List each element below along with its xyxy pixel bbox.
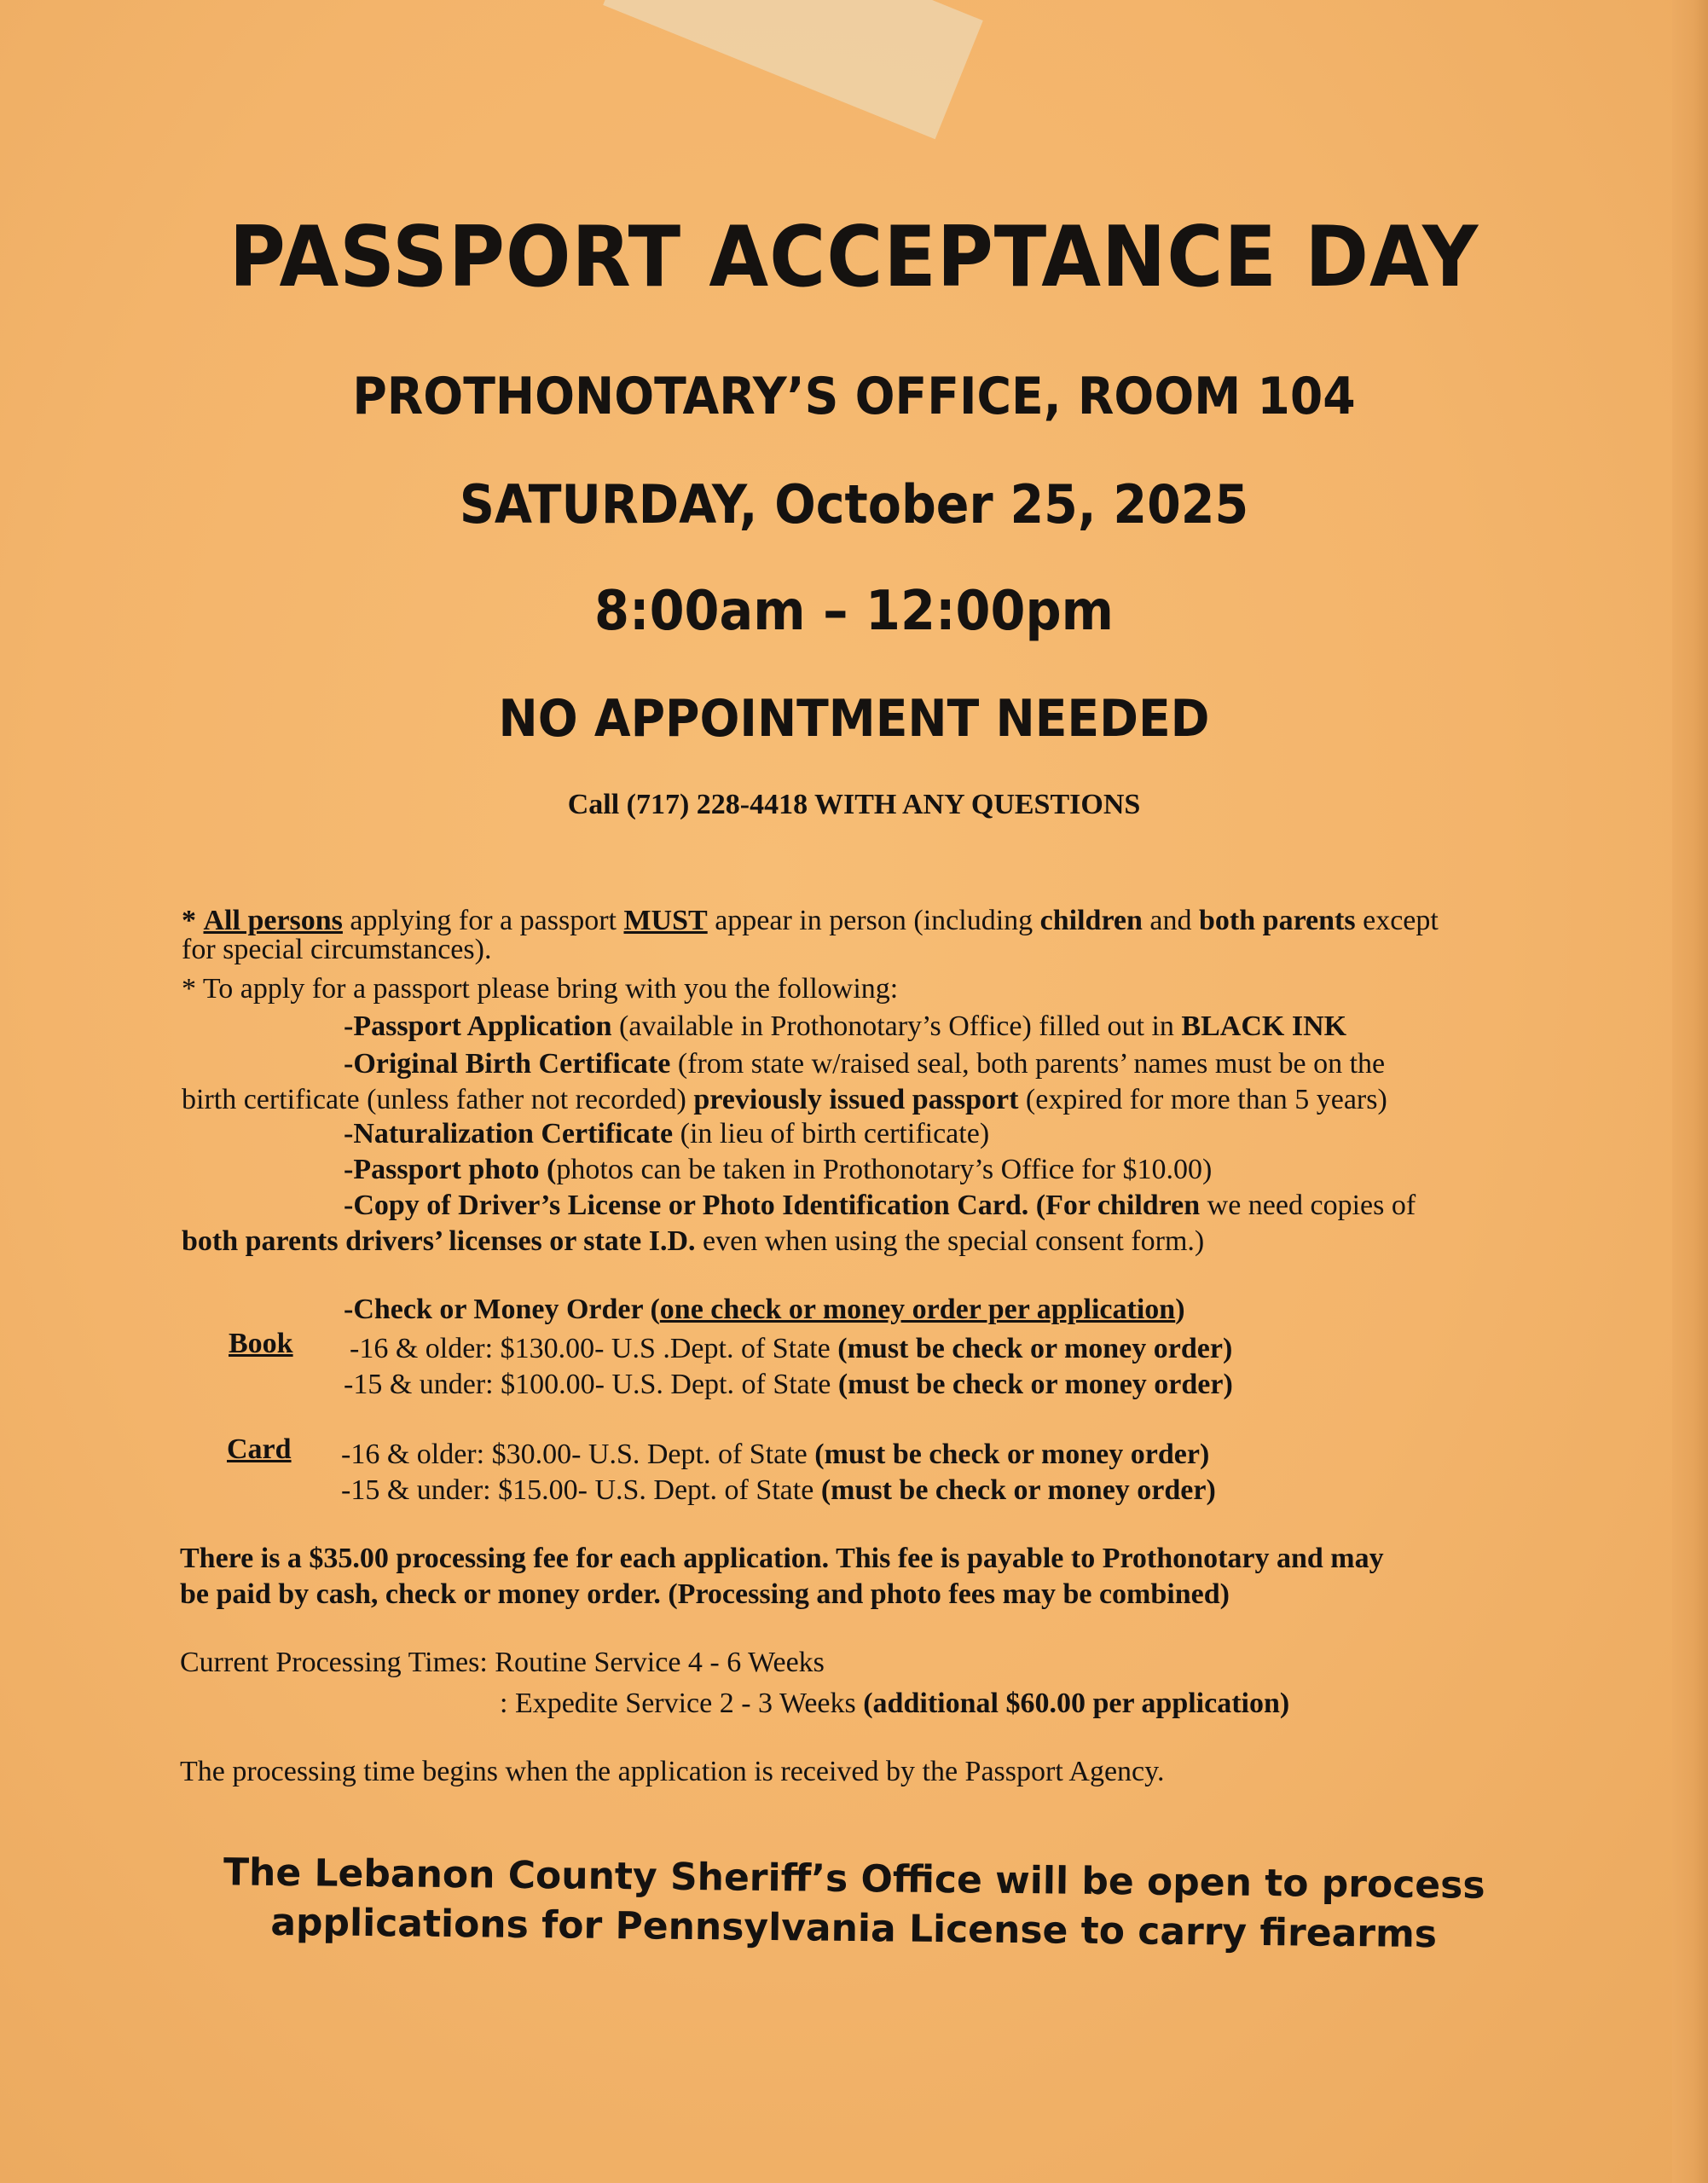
book1-text: -16 & older: $130.00- U.S .Dept. of State (350, 1333, 831, 1364)
dl-line2-rest: even when using the special consent form.) (703, 1225, 1205, 1257)
photo-rest: photos can be taken in Prothonotary’s Office for $10.00) (556, 1154, 1213, 1185)
bullet1-line2: for special circumstances). (182, 934, 492, 965)
app-rest: (available in Prothonotary’s Office) filled out in (619, 1010, 1174, 1042)
birth-line2b: previously issued passport (693, 1084, 1019, 1115)
photo-bold: -Passport photo ( (344, 1154, 557, 1185)
birth-rest: (from state w/raised seal, both parents’ names must be on the (677, 1048, 1386, 1080)
date-heading: SATURDAY, October 25, 2025 (459, 473, 1249, 536)
item-birth-certificate (344, 1047, 1385, 1081)
hours-heading: 8:00am – 12:00pm (594, 580, 1114, 643)
sheriff-line-2: applications for Pennsylvania License to carry firearms (270, 1900, 1438, 1957)
call-line: Call (717) 228-4418 WITH ANY QUESTIONS (567, 789, 1141, 820)
fee-line-1: There is a $35.00 processing fee for each application. This fee is payable to Prothonotary and may (180, 1543, 1384, 1574)
dl-rest: we need copies of (1207, 1190, 1416, 1221)
check-end: ) (1175, 1294, 1185, 1325)
book-label: Book (229, 1328, 293, 1359)
birth-bold: -Original Birth Certificate (344, 1048, 671, 1080)
bullet1-text-b: appear in person (including (715, 905, 1033, 936)
location-heading: PROTHONOTARY’S OFFICE, ROOM 104 (352, 367, 1356, 426)
appointment-heading: NO APPOINTMENT NEEDED (498, 689, 1210, 749)
black-ink: BLACK INK (1181, 1010, 1347, 1042)
book2-text: -15 & under: $100.00- U.S. Dept. of State (344, 1369, 831, 1400)
bullet-bring-following: * To apply for a passport please bring with you the following: (182, 973, 899, 1005)
dl-bold: -Copy of Driver’s License or Photo Identification Card. (For children (344, 1190, 1201, 1221)
bullet1-text-a: applying for a passport (350, 905, 617, 936)
item-drivers-line2 (182, 1225, 1204, 1259)
card2-must: (must be check or money order) (820, 1474, 1216, 1506)
birth-line2a: birth certificate (unless father not recorded) (182, 1084, 686, 1115)
processing-note: The processing time begins when the application is received by the Passport Agency. (180, 1756, 1165, 1787)
sheriff-line-1: The Lebanon County Sheriff’s Office will be open to process (223, 1850, 1485, 1908)
birth-line2c: (expired for more than 5 years) (1025, 1084, 1387, 1115)
item-drivers-license (344, 1189, 1416, 1223)
item-passport-application (344, 1010, 1346, 1044)
card1-must: (must be check or money order) (814, 1439, 1210, 1470)
processing-expedite (500, 1687, 1289, 1721)
paper-edge-shadow (1672, 0, 1708, 2183)
item-passport-photo (344, 1153, 1212, 1187)
bullet-star: * (182, 905, 196, 936)
all-persons-text: All persons (203, 905, 343, 936)
card-16-older (341, 1438, 1209, 1472)
nat-bold: -Naturalization Certificate (344, 1118, 674, 1149)
book-15-under (344, 1368, 1233, 1402)
payment-check-line (344, 1293, 1185, 1327)
and-text: and (1149, 905, 1192, 936)
book2-must: (must be check or money order) (837, 1369, 1233, 1400)
expedite-fee: (additional $60.00 per application) (863, 1688, 1290, 1719)
nat-rest: (in lieu of birth certificate) (680, 1118, 990, 1149)
book1-must: (must be check or money order) (837, 1333, 1233, 1364)
both-parents-text: both parents (1199, 905, 1356, 936)
flyer-title: PASSPORT ACCEPTANCE DAY (229, 209, 1479, 306)
card2-text: -15 & under: $15.00- U.S. Dept. of State (341, 1474, 814, 1506)
card-15-under (341, 1474, 1216, 1508)
app-bold: -Passport Application (344, 1010, 612, 1042)
book-16-older (350, 1332, 1232, 1366)
fee-line-2: be paid by cash, check or money order. (Processing and photo fees may be combined) (180, 1578, 1230, 1610)
check-underlined: one check or money order per application (659, 1294, 1176, 1325)
sheriff-notice (0, 1846, 1708, 1963)
card-label: Card (227, 1433, 292, 1465)
must-text: MUST (623, 905, 708, 936)
dl-line2-bold: both parents drivers’ licenses or state I.D. (182, 1225, 696, 1257)
processing-routine: Current Processing Times: Routine Service 4 - 6 Weeks (180, 1647, 825, 1678)
card1-text: -16 & older: $30.00- U.S. Dept. of State (341, 1439, 808, 1470)
expedite-text: : Expedite Service 2 - 3 Weeks (500, 1688, 856, 1719)
item-birth-line2 (182, 1083, 1387, 1117)
item-naturalization (344, 1117, 989, 1151)
children-text: children (1039, 905, 1143, 936)
check-bold: -Check or Money Order ( (344, 1294, 660, 1325)
bullet1-text-c: except (1363, 905, 1439, 936)
